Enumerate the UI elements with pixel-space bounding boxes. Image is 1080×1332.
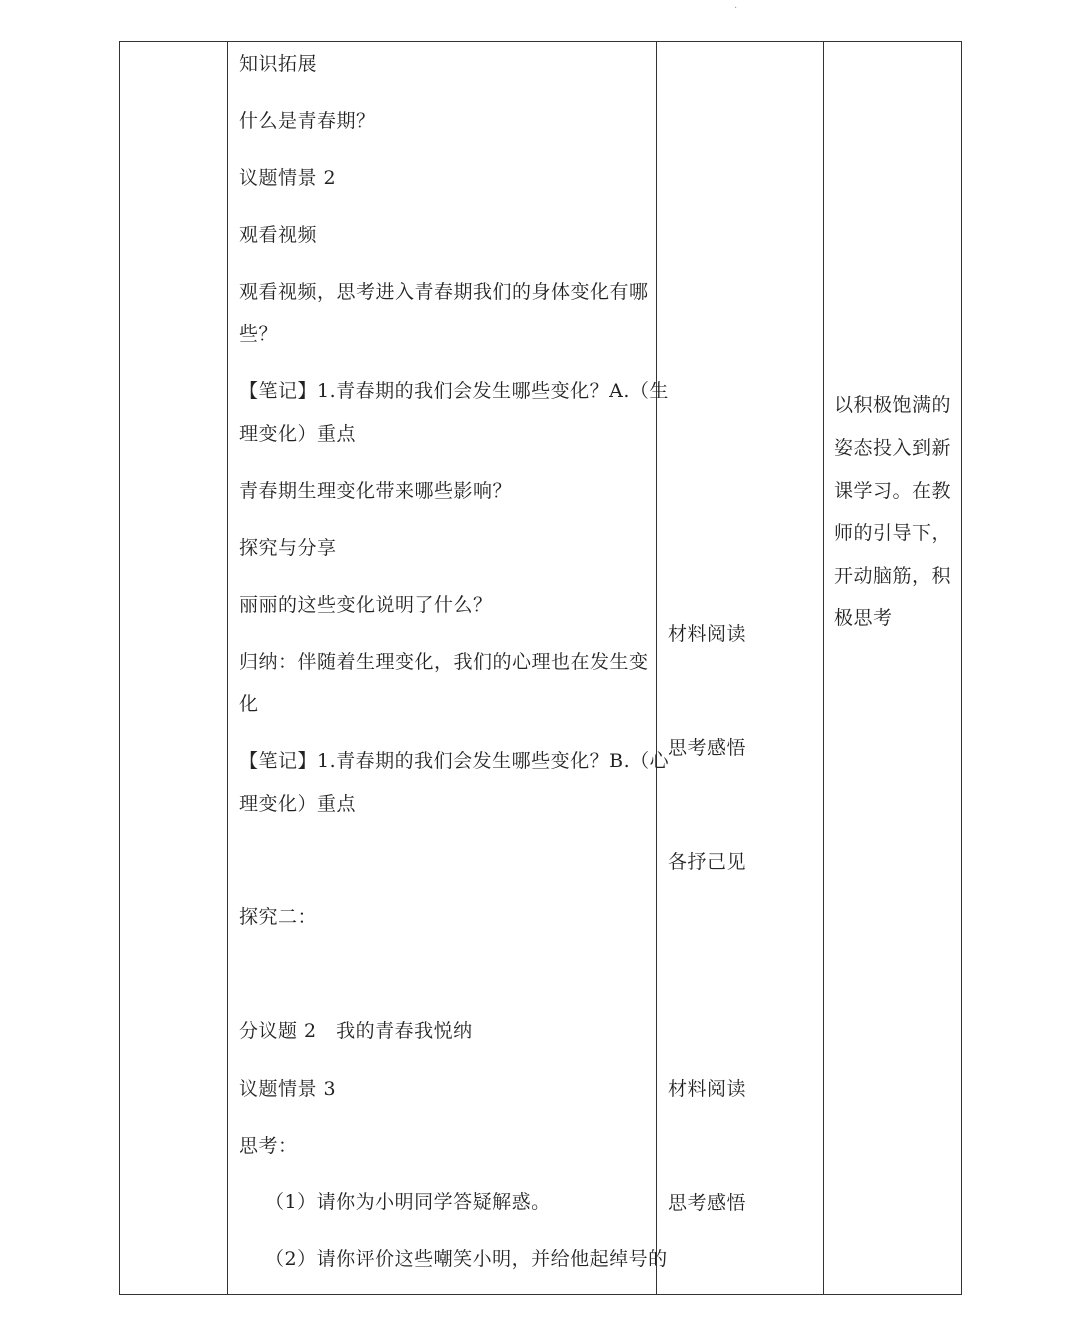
process-line: 知识拓展: [239, 53, 318, 75]
process-line: 探究与分享: [239, 537, 337, 559]
process-line: 归纳：伴随着生理变化，我们的心理也在发生变: [239, 651, 649, 673]
process-line: 青春期生理变化带来哪些影响？: [239, 480, 513, 502]
process-line: 探究二：: [239, 906, 318, 928]
process-line: 观看视频，思考进入青春期我们的身体变化有哪: [239, 281, 649, 303]
intent-line: 以积极饱满的: [834, 394, 952, 416]
process-line: 议题情景 2: [239, 167, 337, 189]
intent-line: 课学习。在教: [834, 480, 952, 502]
process-line: 【笔记】1.青春期的我们会发生哪些变化？B.（心: [239, 750, 670, 772]
page-mark: .: [734, 0, 738, 11]
activity-line: 各抒己见: [668, 851, 747, 873]
intent-line: 开动脑筋，积: [834, 565, 952, 587]
process-line: 理变化）重点: [239, 423, 357, 445]
column-divider-2: [656, 42, 657, 1294]
intent-line: 姿态投入到新: [834, 437, 952, 459]
process-line: （1）请你为小明同学答疑解惑。: [265, 1191, 551, 1213]
process-line: 理变化）重点: [239, 793, 357, 815]
column-divider-1: [227, 42, 228, 1294]
process-line: 思考：: [239, 1135, 298, 1157]
process-line: （2）请你评价这些嘲笑小明，并给他起绰号的: [265, 1248, 668, 1270]
lesson-table: [119, 41, 962, 1295]
process-line: 丽丽的这些变化说明了什么？: [239, 594, 493, 616]
process-line: 什么是青春期？: [239, 110, 376, 132]
intent-line: 极思考: [834, 607, 893, 629]
process-line: 观看视频: [239, 224, 318, 246]
activity-line: 材料阅读: [668, 623, 747, 645]
activity-line: 思考感悟: [668, 1192, 747, 1214]
process-line: 些？: [239, 323, 279, 345]
process-line: 议题情景 3: [239, 1078, 337, 1100]
activity-line: 思考感悟: [668, 737, 747, 759]
process-line: 分议题 2 我的青春我悦纳: [239, 1020, 473, 1042]
process-line: 【笔记】1.青春期的我们会发生哪些变化？A.（生: [239, 380, 669, 402]
activity-line: 材料阅读: [668, 1078, 747, 1100]
process-line: 化: [239, 693, 259, 715]
column-divider-3: [823, 42, 824, 1294]
intent-line: 师的引导下，: [834, 522, 952, 544]
